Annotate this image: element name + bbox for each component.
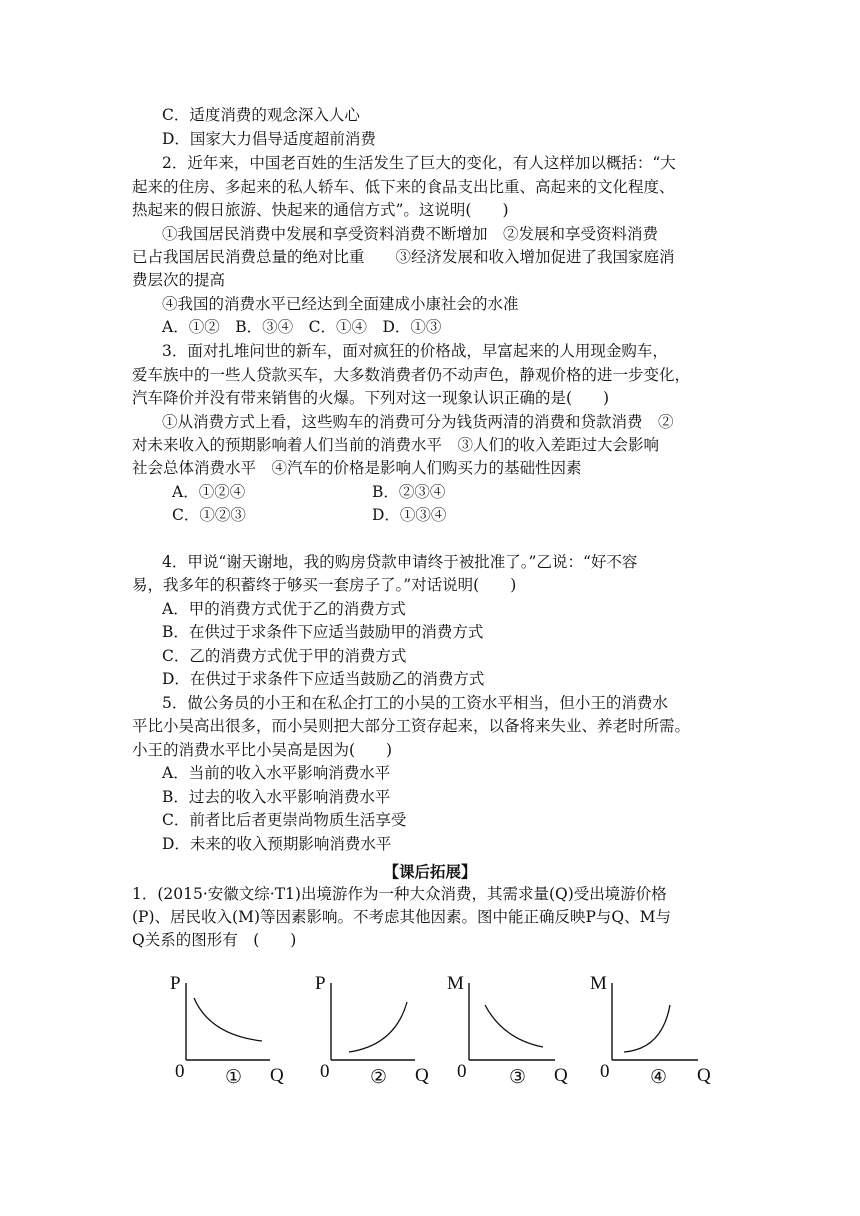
- option-c-line: C．适度消费的观念深入人心: [162, 106, 360, 124]
- graph-1-curve: [194, 998, 262, 1041]
- question-2-statement-1: ①我国居民消费中发展和享受资料消费不断增加 ②发展和享受资料消费: [162, 225, 659, 243]
- graph-2-number: ②: [370, 1066, 388, 1088]
- question-3-statement-2: 对未来收入的预期影响着人们当前的消费水平 ③人们的收入差距过大会影响: [132, 436, 660, 454]
- graph-1-number: ①: [225, 1066, 243, 1088]
- graph-1-origin: 0: [175, 1061, 185, 1082]
- extension-question-line-3: Q关系的图形有 ( ): [132, 931, 297, 949]
- graph-4-y-label: M: [590, 973, 607, 994]
- question-2-statement-3: 费层次的提高: [132, 271, 226, 289]
- question-3-option-a: A．①②④: [172, 483, 246, 501]
- question-3-line-2: 爱车族中的一些人贷款买车，大多数消费者仍不动声色，静观价格的进一步变化，: [132, 366, 691, 384]
- graph-4-curve: [624, 1005, 670, 1052]
- section-heading: 【课后拓展】: [383, 863, 477, 881]
- question-3-statement-3: 社会总体消费水平 ④汽车的价格是影响人们购买力的基础性因素: [132, 459, 582, 477]
- graph-4-x-label: Q: [697, 1065, 711, 1086]
- graph-2-x-label: Q: [415, 1065, 429, 1086]
- question-2-options: A．①② B．③④ C．①④ D．①③: [162, 318, 442, 336]
- question-3-option-b: B．②③④: [372, 483, 446, 501]
- graph-1-y-label: P: [170, 973, 181, 994]
- extension-question-line-1: 1．(2015·安徽文综·T1)出境游作为一种大众消费，其需求量(Q)受出境游价格: [132, 885, 667, 903]
- question-5-option-c: C．前者比后者更崇尚物质生活享受: [162, 811, 407, 829]
- graph-3-x-label: Q: [554, 1065, 568, 1086]
- question-2-line-3: 热起来的假日旅游、快起来的通信方式”。这说明( ): [132, 201, 509, 219]
- graph-4-origin: 0: [600, 1061, 610, 1082]
- graph-4: [590, 965, 720, 1090]
- question-4-option-c: C．乙的消费方式优于甲的消费方式: [162, 647, 407, 665]
- question-5-option-b: B．过去的收入水平影响消费水平: [162, 788, 391, 806]
- graph-2-y-label: P: [315, 973, 326, 994]
- graph-1-x-label: Q: [270, 1065, 284, 1086]
- question-5-option-d: D．未来的收入预期影响消费水平: [162, 835, 392, 853]
- question-4-option-a: A．甲的消费方式优于乙的消费方式: [162, 600, 406, 618]
- question-2-statement-4: ④我国的消费水平已经达到全面建成小康社会的水准: [162, 295, 519, 313]
- graph-1: [170, 965, 300, 1090]
- question-2-statement-2: 已占我国居民消费总量的绝对比重 ③经济发展和收入增加促进了我国家庭消: [132, 248, 675, 266]
- graph-3-y-label: M: [447, 973, 464, 994]
- question-5-line-1: 5．做公务员的小王和在私企打工的小吴的工资水平相当，但小王的消费水: [162, 694, 668, 712]
- question-3-statement-1: ①从消费方式上看，这些购车的消费可分为钱货两清的消费和贷款消费 ②: [162, 413, 674, 431]
- question-5-line-3: 小王的消费水平比小吴高是因为( ): [132, 741, 393, 759]
- question-2-line-2: 起来的住房、多起来的私人轿车、低下来的食品支出比重、高起来的文化程度、: [132, 178, 675, 196]
- graph-3-curve: [485, 1005, 543, 1047]
- question-5-line-2: 平比小吴高出很多，而小吴则把大部分工资存起来，以备将来失业、养老时所需。: [132, 717, 691, 735]
- question-4-option-b: B．在供过于求条件下应适当鼓励甲的消费方式: [162, 623, 484, 641]
- question-3-line-1: 3．面对扎堆问世的新车，面对疯狂的价格战，早富起来的人用现金购车，: [162, 342, 668, 360]
- graph-4-number: ④: [650, 1066, 668, 1088]
- question-2-line-1: 2．近年来，中国老百姓的生活发生了巨大的变化，有人这样加以概括：“大: [162, 154, 676, 172]
- graph-2: [315, 965, 445, 1090]
- question-4-line-2: 易，我多年的积蓄终于够买一套房子了。”对话说明( ): [132, 576, 517, 594]
- graph-2-curve: [349, 1002, 407, 1052]
- graph-3-origin: 0: [457, 1061, 467, 1082]
- question-3-line-3: 汽车降价并没有带来销售的火爆。下列对这一现象认识正确的是( ): [132, 389, 610, 407]
- extension-question-line-2: (P)、居民收入(M)等因素影响。不考虑其他因素。图中能正确反映P与Q、M与: [132, 908, 671, 926]
- question-4-option-d: D．在供过于求条件下应适当鼓励乙的消费方式: [162, 670, 485, 688]
- graph-3: [447, 965, 577, 1090]
- question-3-option-c: C．①②③: [172, 506, 246, 524]
- graph-2-origin: 0: [320, 1061, 330, 1082]
- question-3-option-d: D．①③④: [372, 506, 447, 524]
- question-4-line-1: 4．甲说“谢天谢地，我的购房贷款申请终于被批准了。”乙说：“好不容: [162, 553, 638, 571]
- option-d-line: D．国家大力倡导适度超前消费: [162, 130, 376, 148]
- graph-3-number: ③: [509, 1066, 527, 1088]
- question-5-option-a: A．当前的收入水平影响消费水平: [162, 764, 391, 782]
